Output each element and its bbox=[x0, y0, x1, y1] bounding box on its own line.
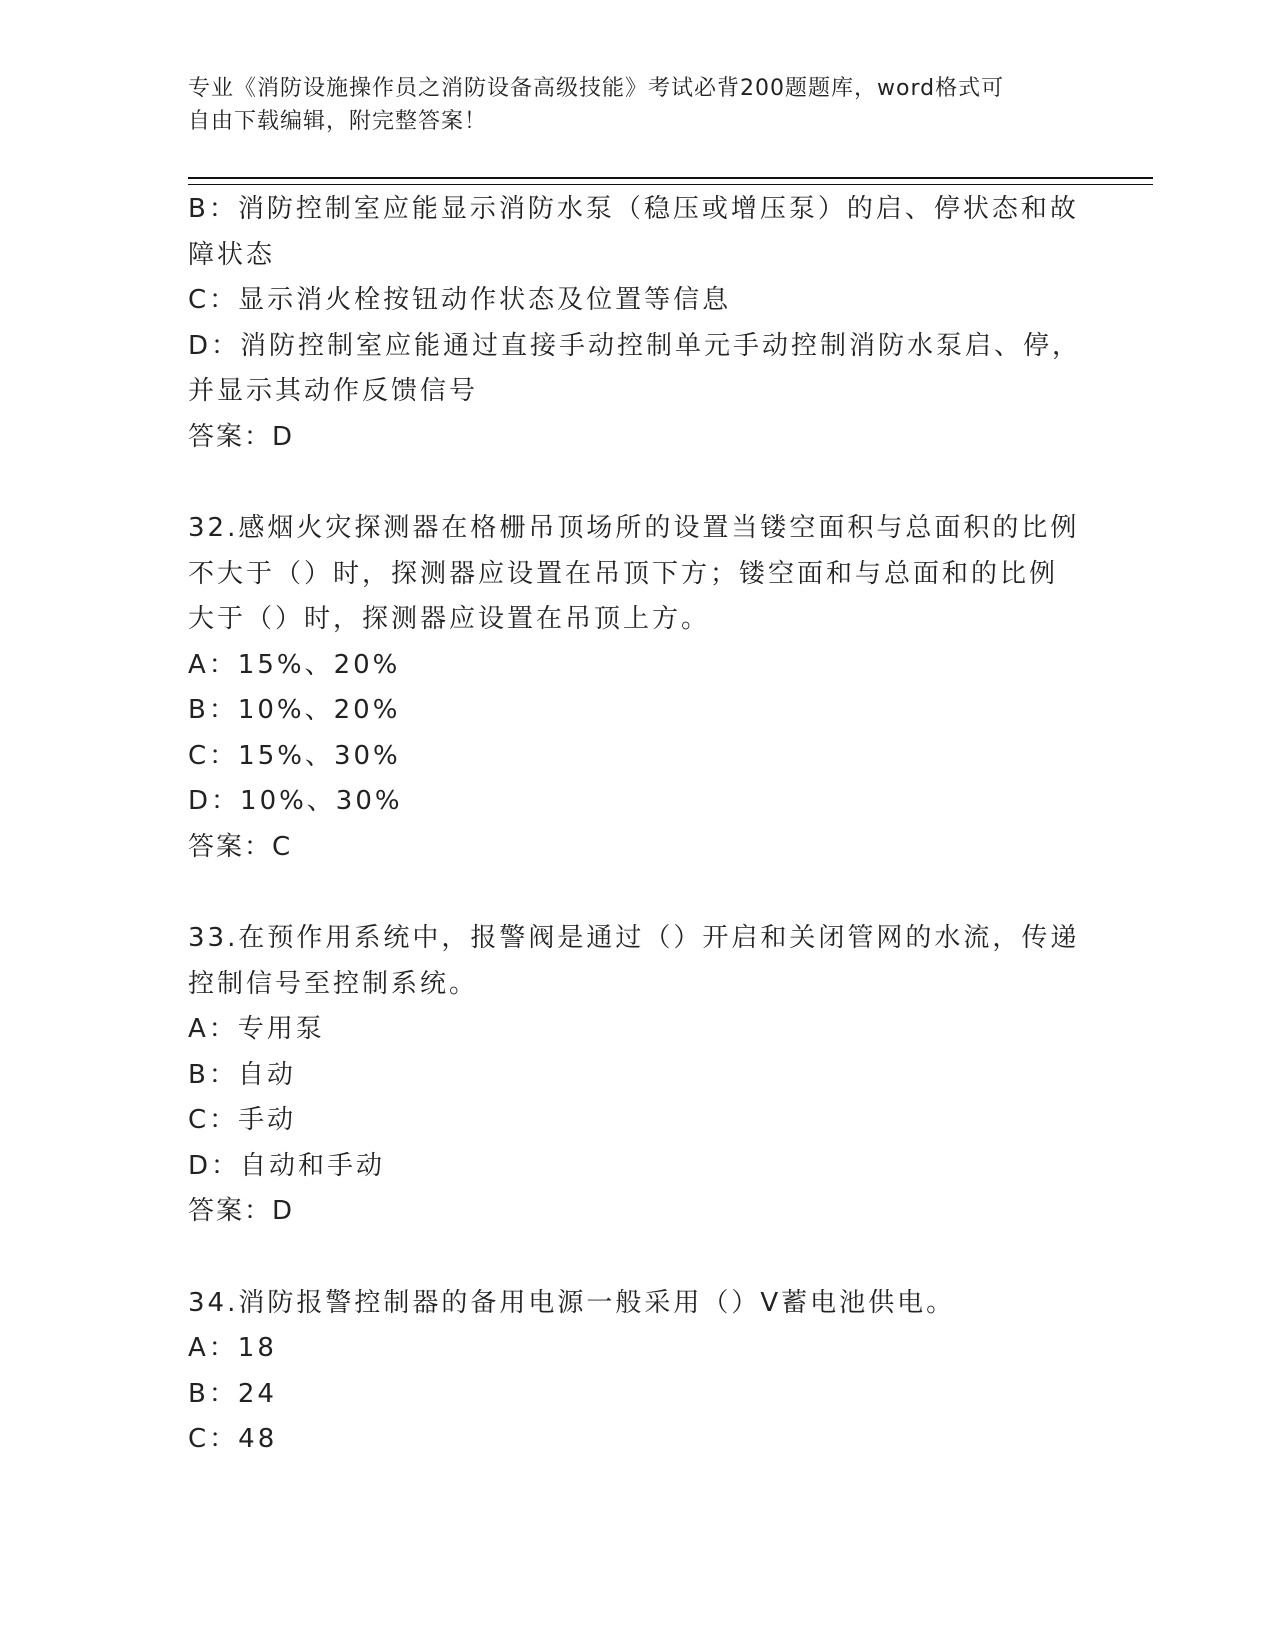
option-c: C：手动 bbox=[188, 1105, 297, 1135]
question-text-line-1: 32.感烟火灾探测器在格栅吊顶场所的设置当镂空面积与总面积的比例 bbox=[188, 513, 1080, 543]
option-b: B：10%、20% bbox=[188, 695, 401, 725]
option-c: C：48 bbox=[188, 1424, 278, 1454]
previous-question-tail bbox=[188, 187, 1088, 460]
option-d-line-1: D：消防控制室应能通过直接手动控制单元手动控制消防水泵启、停， bbox=[188, 330, 1082, 361]
header-line-1: 专业《消防设施操作员之消防设备高级技能》考试必背200题题库，word格式可 bbox=[188, 76, 1005, 101]
header-divider-thin bbox=[188, 184, 1153, 185]
option-b-line-1: B：消防控制室应能显示消防水泵（稳压或增压泵）的启、停状态和故 bbox=[188, 194, 1079, 224]
spacer bbox=[188, 870, 1088, 916]
option-b: B：自动 bbox=[188, 1059, 296, 1090]
header-divider-thick bbox=[188, 177, 1153, 179]
question-text-line-1: 33.在预作用系统中，报警阀是通过（）开启和关闭管网的水流，传递 bbox=[188, 923, 1080, 953]
spacer bbox=[188, 460, 1088, 506]
answer: 答案：D bbox=[188, 421, 295, 452]
option-a: A：18 bbox=[188, 1333, 277, 1363]
header-line-2: 自由下载编辑，附完整答案！ bbox=[188, 109, 488, 134]
question-text-line-2: 不大于（）时，探测器应设置在吊顶下方；镂空面和与总面和的比例 bbox=[188, 558, 1059, 589]
answer: 答案：C bbox=[188, 831, 293, 862]
option-a: A：15%、20% bbox=[188, 649, 401, 680]
spacer bbox=[188, 1235, 1088, 1281]
question-text-line-3: 大于（）时，探测器应设置在吊顶上方。 bbox=[188, 604, 711, 634]
question-33 bbox=[188, 916, 1088, 1235]
option-d-line-2: 并显示其动作反馈信号 bbox=[188, 376, 479, 406]
option-c: C：15%、30% bbox=[188, 740, 401, 771]
question-text-line-1: 34.消防报警控制器的备用电源一般采用（）V蓄电池供电。 bbox=[188, 1287, 956, 1318]
option-b-line-2: 障状态 bbox=[188, 239, 276, 270]
option-d: D：自动和手动 bbox=[188, 1150, 386, 1181]
question-34 bbox=[188, 1281, 1088, 1463]
option-c: C：显示消火栓按钮动作状态及位置等信息 bbox=[188, 285, 732, 315]
answer: 答案：D bbox=[188, 1196, 295, 1226]
option-d: D：10%、30% bbox=[188, 786, 403, 816]
question-list bbox=[188, 187, 1088, 1463]
document-header bbox=[188, 72, 1068, 138]
question-text-line-2: 控制信号至控制系统。 bbox=[188, 968, 479, 999]
option-a: A：专用泵 bbox=[188, 1014, 325, 1044]
option-b: B：24 bbox=[188, 1378, 277, 1409]
question-32 bbox=[188, 506, 1088, 870]
